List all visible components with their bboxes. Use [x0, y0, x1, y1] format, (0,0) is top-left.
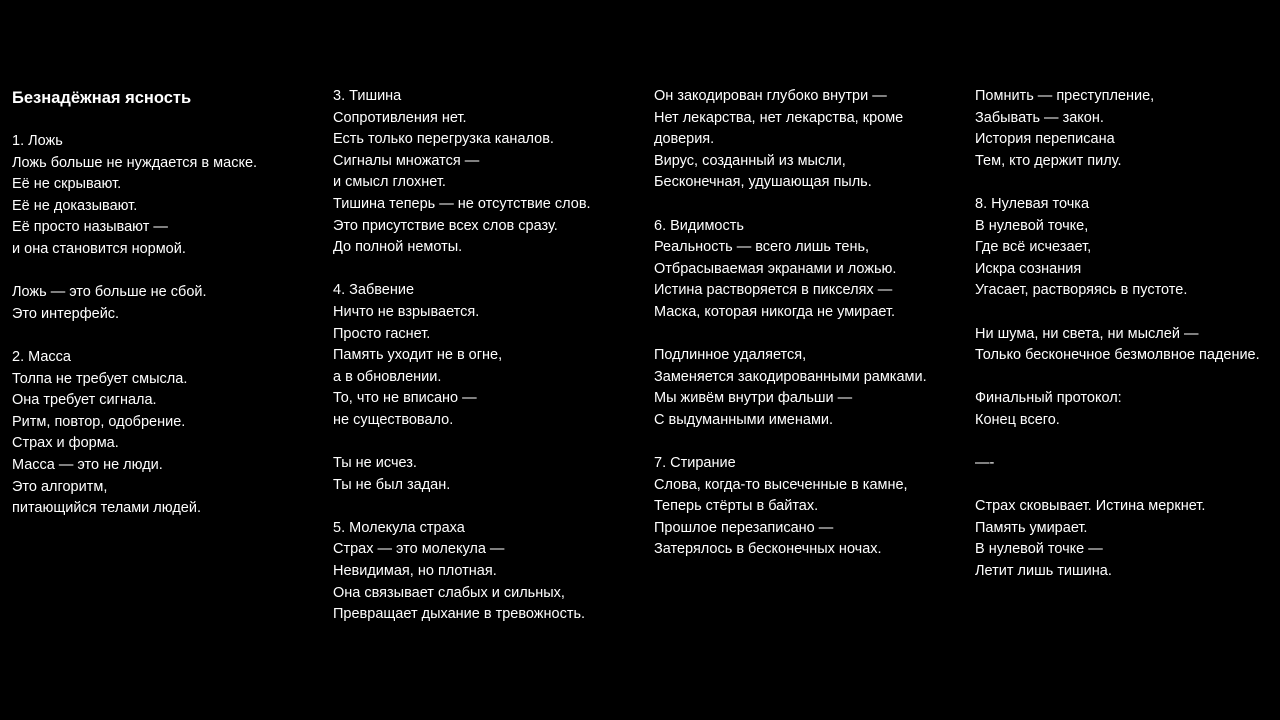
column-2 — [333, 86, 591, 626]
poem-line: 1. Ложь — [12, 133, 63, 149]
poem-line: Её просто называют — — [12, 219, 168, 236]
poem-line: доверия. — [654, 131, 715, 148]
column-4-lines — [975, 86, 1260, 583]
poem-page — [0, 86, 1280, 706]
poem-line: Страх сковывает. Истина меркнет. — [975, 498, 1206, 515]
poem-line: Финальный протокол: — [975, 390, 1122, 407]
poem-line: питающийся телами людей. — [12, 500, 201, 517]
poem-line: Отбрасываемая экранами и ложью. — [654, 260, 897, 277]
stanza-break — [333, 496, 591, 518]
poem-line: Конец всего. — [975, 411, 1060, 428]
poem-title: Безнадёжная ясность — [12, 89, 192, 107]
poem-line: Это алгоритм, — [12, 478, 108, 495]
poem-line: Прошлое перезаписано — — [654, 519, 834, 536]
poem-line: Ничто не взрывается. — [333, 303, 480, 320]
stanza-break — [333, 432, 591, 454]
poem-line: Угасает, растворяясь в пустоте. — [975, 282, 1188, 299]
poem-line: Она требует сигнала. — [12, 392, 157, 409]
poem-line: Её не доказывают. — [12, 197, 138, 214]
stanza-break — [654, 194, 927, 216]
poem-line: 4. Забвение — [333, 282, 415, 299]
poem-line: Ритм, повтор, одобрение. — [12, 413, 186, 430]
poem-line: Подлинное удаляется, — [654, 347, 807, 364]
poem-line: 5. Молекула страха — [333, 519, 465, 536]
poem-line: 8. Нулевая точка — [975, 195, 1090, 212]
column-2-lines — [333, 86, 591, 626]
poem-line: Заменяется закодированными рамками. — [654, 368, 927, 385]
poem-line: Нет лекарства, нет лекарства, кроме — [654, 109, 904, 126]
stanza-break — [975, 172, 1260, 194]
poem-line: Затерялось в бесконечных ночах. — [654, 541, 882, 558]
poem-line: Мы живём внутри фальши — — [654, 390, 853, 407]
poem-line: Это интерфейс. — [12, 305, 120, 322]
poem-line: и смысл глохнет. — [333, 174, 446, 191]
stanza-break — [975, 475, 1260, 497]
poem-line: Искра сознания — [975, 260, 1082, 277]
poem-line: В нулевой точке — — [975, 541, 1103, 558]
column-1 — [12, 86, 257, 520]
poem-line: Память умирает. — [975, 519, 1088, 536]
poem-line: До полной немоты. — [333, 239, 463, 256]
stanza-break — [654, 324, 927, 346]
poem-line: Тем, кто держит пилу. — [975, 152, 1122, 169]
poem-line: Забывать — закон. — [975, 109, 1104, 126]
poem-line: То, что не вписано — — [333, 390, 477, 407]
poem-line: Ты не исчез. — [333, 455, 417, 472]
poem-line: Невидимая, но плотная. — [333, 563, 497, 580]
poem-line: Вирус, созданный из мысли, — [654, 152, 846, 169]
stanza-break — [333, 259, 591, 281]
poem-line: Где всё исчезает, — [975, 239, 1092, 256]
stanza-break — [12, 325, 257, 347]
poem-line: 3. Тишина — [333, 88, 402, 104]
poem-line: Масса — это не люди. — [12, 456, 163, 473]
poem-line: Страх и форма. — [12, 435, 119, 452]
poem-line: 2. Масса — [12, 348, 71, 365]
poem-line: Она связывает слабых и сильных, — [333, 584, 565, 601]
column-4 — [975, 86, 1260, 583]
poem-line: Это присутствие всех слов сразу. — [333, 217, 558, 234]
poem-line: Просто гаснет. — [333, 325, 431, 342]
column-3-lines — [654, 86, 927, 561]
poem-line: С выдуманными именами. — [654, 411, 834, 428]
column-1-lines — [12, 131, 257, 520]
poem-line: Только бесконечное безмолвное падение. — [975, 347, 1260, 364]
poem-line: Маска, которая никогда не умирает. — [654, 303, 896, 320]
poem-line: Сигналы множатся — — [333, 152, 480, 169]
poem-line: Теперь стёрты в байтах. — [654, 498, 819, 515]
poem-line: Тишина теперь — не отсутствие слов. — [333, 195, 591, 212]
stanza-break — [654, 432, 927, 454]
poem-line: Память уходит не в огне, — [333, 347, 503, 364]
poem-line: Превращает дыхание в тревожность. — [333, 606, 586, 623]
poem-line: Слова, когда-то высеченные в камне, — [654, 476, 908, 493]
poem-line: История переписана — [975, 131, 1115, 148]
poem-line: Её не скрывают. — [12, 176, 122, 193]
column-3 — [654, 86, 927, 561]
poem-line: а в обновлении. — [333, 368, 442, 385]
poem-line: Летит лишь тишина. — [975, 563, 1112, 580]
poem-line: Сопротивления нет. — [333, 109, 467, 126]
poem-line: Страх — это молекула — — [333, 541, 505, 558]
poem-line: Он закодирован глубоко внутри — — [654, 88, 887, 104]
poem-line: —- — [975, 455, 995, 472]
poem-line: Ты не был задан. — [333, 476, 451, 493]
poem-line: 6. Видимость — [654, 217, 744, 234]
poem-line: Помнить — преступление, — [975, 88, 1155, 104]
stanza-break — [12, 261, 257, 283]
poem-line: не существовало. — [333, 411, 454, 428]
stanza-break — [975, 432, 1260, 454]
poem-line: Истина растворяется в пикселях — — [654, 282, 893, 299]
poem-line: Реальность — всего лишь тень, — [654, 239, 870, 256]
poem-line: 7. Стирание — [654, 455, 736, 472]
poem-line: Толпа не требует смысла. — [12, 370, 188, 387]
poem-line: Ложь — это больше не сбой. — [12, 284, 207, 301]
poem-line: Ложь больше не нуждается в маске. — [12, 154, 258, 171]
stanza-break — [975, 367, 1260, 389]
stanza-break — [975, 302, 1260, 324]
poem-line: В нулевой точке, — [975, 217, 1089, 234]
poem-line: Есть только перегрузка каналов. — [333, 131, 554, 148]
poem-line: Ни шума, ни света, ни мыслей — — [975, 325, 1199, 342]
poem-line: и она становится нормой. — [12, 240, 186, 257]
poem-line: Бесконечная, удушающая пыль. — [654, 174, 872, 191]
